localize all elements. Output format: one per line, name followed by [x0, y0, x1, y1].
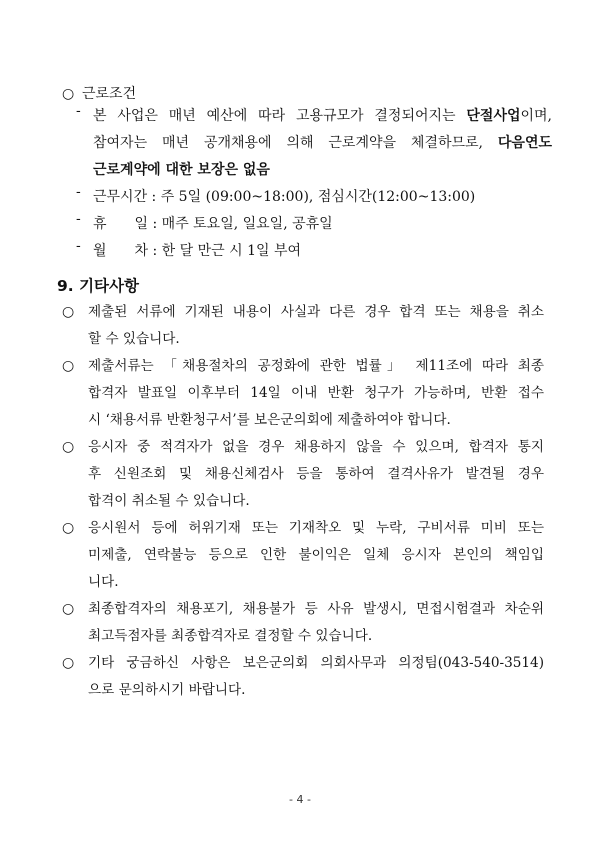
list-item: [62, 650, 544, 704]
circle-bullet: ○: [62, 304, 75, 320]
bold-text: 근로계약에 대한 보장은 없음: [93, 162, 270, 178]
list-item: [62, 299, 544, 353]
labor-item-holidays: [62, 211, 552, 238]
item-line: 미제출, 연락불능 등으로 인한 불이익은 일체 응시자 본인의 책임입: [88, 547, 544, 563]
labor-conditions-list: [62, 103, 552, 265]
dash-bullet: -: [76, 184, 81, 200]
list-item: [62, 596, 544, 650]
item-line: 최종합격자의 채용포기, 채용불가 등 사유 발생시, 면접시험결과 차순위: [88, 601, 544, 617]
labor-conditions-heading: [62, 84, 136, 104]
labor-item1-line2: [93, 130, 552, 157]
text-segment: 참여자는 매년 공개채용에 의해 근로계약을 체결하므로,: [93, 135, 498, 151]
item-line: 합격자 발표일 이후부터 14일 이내 반환 청구가 가능하며, 반환 접수: [88, 385, 544, 401]
bold-text: 다음연도: [497, 135, 552, 151]
item-line: 합격이 취소될 수 있습니다.: [88, 493, 250, 509]
section-title: 9. 기타사항: [57, 277, 139, 295]
item-line: 기타 궁금하신 사항은 보은군의회 의회사무과 의정팀(043-540-3514): [88, 655, 544, 671]
labor-heading-text: 근로조건: [82, 86, 137, 102]
item-line: 제출된 서류에 기재된 내용이 사실과 다른 경우 합격 또는 채용을 취소: [88, 304, 544, 320]
misc-items-list: [62, 299, 544, 704]
circle-bullet: ○: [62, 655, 75, 671]
item-line: 니다.: [88, 574, 119, 590]
circle-bullet: ○: [62, 439, 75, 455]
labor-item2-text: 근무시간 : 주 5일 (09:00~18:00), 점심시간(12:00~13:00): [93, 189, 476, 205]
circle-bullet: ○: [62, 520, 75, 536]
labor-item1-line3: [93, 157, 552, 184]
item-line: 응시자 중 적격자가 없을 경우 채용하지 않을 수 있으며, 합격자 통지: [88, 439, 544, 455]
text-segment: 이며,: [520, 108, 552, 124]
labor-item4-text: 월 차 : 한 달 만근 시 1일 부여: [93, 243, 302, 259]
circle-bullet: ○: [62, 86, 75, 102]
item-line: 으로 문의하시기 바랍니다.: [88, 682, 246, 698]
item-line: 제출서류는 「채용절차의 공정화에 관한 법률」 제11조에 따라 최종: [88, 358, 544, 374]
bold-text: 단절사업: [466, 108, 521, 124]
dash-bullet: -: [76, 103, 81, 119]
list-item: [62, 353, 544, 434]
labor-item-hours: [62, 184, 552, 211]
labor-item-business: [62, 103, 552, 184]
page-number: - 4 -: [289, 793, 311, 806]
circle-bullet: ○: [62, 358, 75, 374]
dash-bullet: -: [76, 211, 81, 227]
labor-item-monthly-leave: [62, 238, 552, 265]
text-segment: 본 사업은 매년 예산에 따라 고용규모가 결정되어지는: [93, 108, 467, 124]
labor-item1-line1: [93, 103, 552, 130]
item-line: 시 ‘채용서류 반환청구서’를 보은군의회에 제출하여야 합니다.: [88, 412, 451, 428]
item-line: 후 신원조회 및 채용신체검사 등을 통하여 결격사유가 발견될 경우: [88, 466, 544, 482]
dash-bullet: -: [76, 238, 81, 254]
circle-bullet: ○: [62, 601, 75, 617]
list-item: [62, 515, 544, 596]
item-line: 할 수 있습니다.: [88, 331, 180, 347]
list-item: [62, 434, 544, 515]
item-line: 최고득점자를 최종합격자로 결정할 수 있습니다.: [88, 628, 373, 644]
labor-item3-text: 휴 일 : 매주 토요일, 일요일, 공휴일: [93, 216, 333, 232]
item-line: 응시원서 등에 허위기재 또는 기재착오 및 누락, 구비서류 미비 또는: [88, 520, 544, 536]
